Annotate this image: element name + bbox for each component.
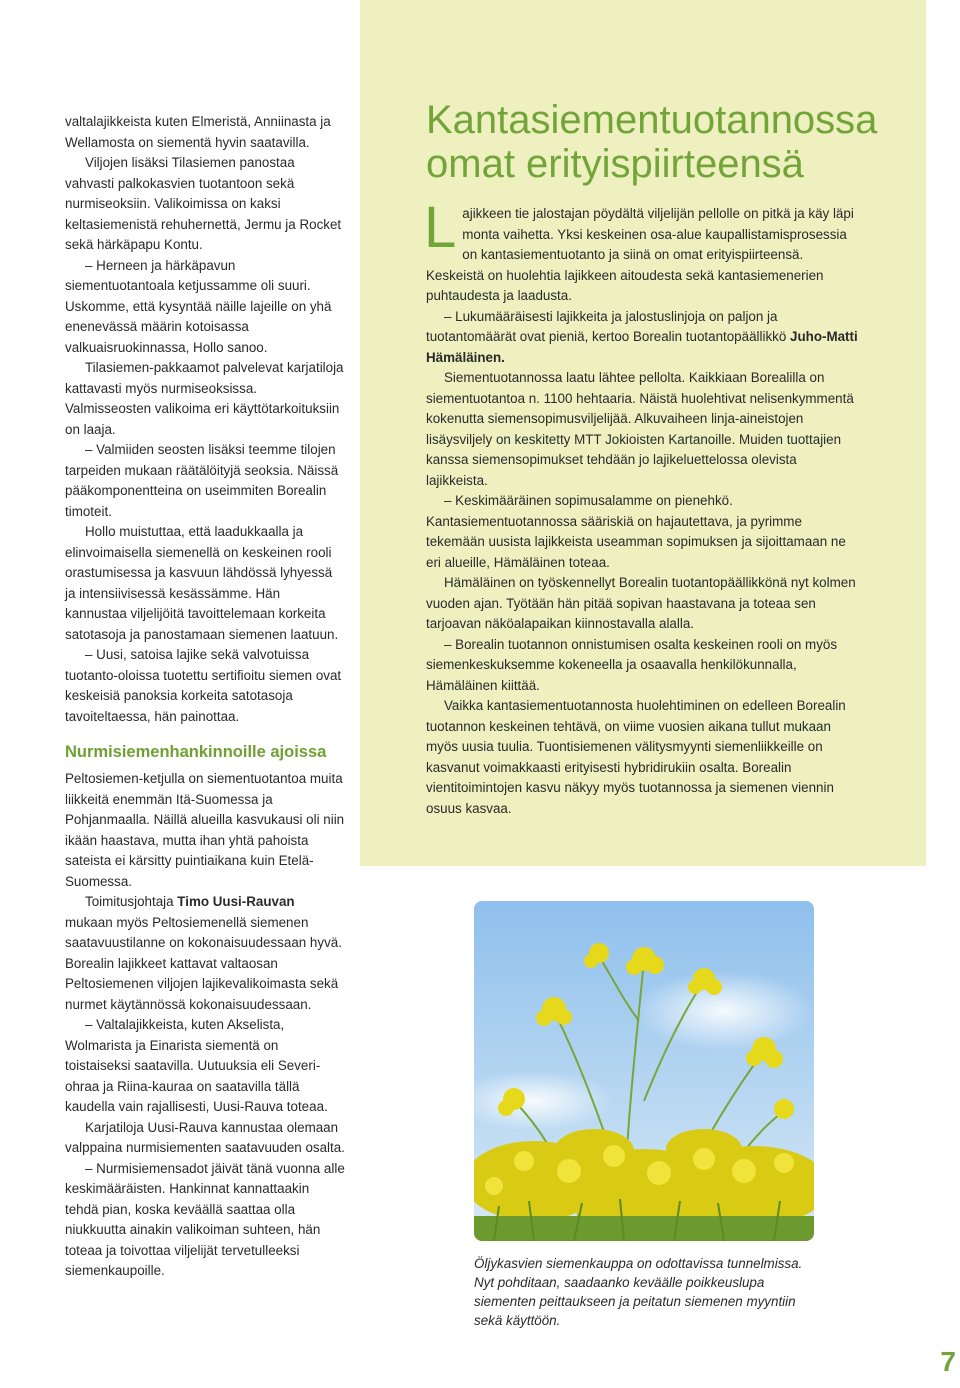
paragraph: Tilasiemen-pakkaamot palvelevat karjatiloja kattavasti myös nurmiseoksissa. Valmisseosten valikoima eri käyttötarkoituksiin on laaja. [65,360,344,437]
paragraph: – Nurmisiemensadot jäivät tänä vuonna alle keskimääräisten. Hankinnat kannattaakin tehdä pian, koska keväällä saattaa olla niukkuutta ainakin valikoiman suhteen, hän toteaa ja toivottaa viljelijät tervetulleeksi siemenkaupoille. [65,1160,345,1278]
paragraph: – Valtalajikkeista, kuten Akselista, Wolmarista ja Einarista siementä on toistaiseksi saatavilla. Uutuuksia eli Severi-ohraa ja Riina-kauraa on saatavilla tällä kaudella vain rajallisesti, Uusi-Rauva toteaa. [65,1017,328,1114]
photo-illustration [474,901,814,1241]
paragraph: Vaikka kantasiementuotannosta huolehtiminen on edelleen Borealin tuotannon keskeinen tehtävä, on viime vuosien aikana tullut mukaan myös uusia tuulia. Tuontisiemenen välitysmyynti siemenliikkeille on kasvanut voimakkaasti erityisesti hybridirukiin osalta. Borealin vientitoimintojen kasvu näkyy myös tuotannossa ja siemenen viennin osuus kasvaa. [426,698,846,816]
paragraph: Hollo muistuttaa, että laadukkaalla ja elinvoimaisella siemenellä on keskeinen rooli orastumisessa ja kasvuun lähdössä lyhyessä ja intensiivisessä kesässämme. Hän kannustaa viljelijöitä tavoittelemaan korkeita satotasoja ja panostamaan siemenen laatuun. [65,524,339,642]
person-name: Juho-Matti Hämäläinen. [426,329,858,365]
paragraph: Hämäläinen on työskennellyt Borealin tuotantopäällikkönä nyt kolmen vuoden ajan. Työtään hän pitää sopivan haastavana ja toteaa sen tarjoavan näköalapaikan kiinnostavalla alalla. [426,575,856,631]
paragraph [424,195,862,307]
page-number: 7 [940,1346,956,1377]
paragraph: – Uusi, satoisa lajike sekä valvotuissa tuotanto-oloissa tuotettu sertifioitu siemen ovat keskeisiä panoksia korkeita satotasoja tavoiteltaessa, hän painottaa. [65,647,342,724]
paragraph: – Valmiiden seosten lisäksi teemme tilojen tarpeiden mukaan räätälöityjä seoksia. Näissä pääkomponentteina on useimmiten Borealin timoteit. [65,442,339,519]
paragraph: valtalajikkeista kuten Elmeristä, Anniinasta ja Wellamosta on siementä hyvin saatavilla. [65,114,331,150]
left-column [65,112,345,1282]
sidebar-title: Kantasiementuotannossa omat erityispiirteensä [426,98,878,186]
paragraph: – Herneen ja härkäpavun siementuotantoala ketjussamme oli suuri. Uskomme, että kysyntää näille lajeille on yhä enenevässä määrin kotoisassa valkuaisruokinnassa, Hollo sanoo. [65,257,332,355]
paragraph: – Keskimääräinen sopimusalamme on pienehkö. Kantasiementuotannossa sääriskiä on hajautettava, ja pyrimme tekemään uusista lajikkeista useamman sopimuksen ja sijoittamaan ne eri alueille, Hämäläinen toteaa. [426,493,846,570]
paragraph: Peltosiemen-ketjulla on siementuotantoa muita liikkeitä enemmän Itä-Suomessa ja Pohjanmaalla. Näillä alueilla kasvukausi oli niin ikään haastava, mutta ihan yhtä pahoista sateista ei kärsitty puintiaikana kuin Etelä-Suomessa. [65,771,345,889]
paragraph [426,307,862,369]
text-run: ajikkeen tie jalostajan pöydältä viljelijän pellolle on pitkä ja käy läpi monta vaihetta. Yksi keskeinen osa-alue kaupallistamisprosessia on kantasiementuotanto ja siinä on omat erityispiirteensä. Keskeistä on huolehtia lajikkeen aitoudesta sekä kantasiemenerien puhtaudesta ja laadusta. [426,206,854,303]
text-run: mukaan myös Peltosiemenellä siemenen saatavuustilanne on kokonaisuudessaan hyvä. Borealin lajikkeet kattavat valtaosan Peltosiemenen viljojen lajikevalikoimasta sekä nurmet käytännössä kokonaisuudessaan. [65,914,342,1012]
sidebar-box [360,0,926,866]
text-run: Toimitusjohtaja [85,894,178,909]
photo-caption: Öljykasvien siemenkauppa on odottavissa tunnelmissa. Nyt pohditaan, saadaanko keväälle poikkeuslupa siementen peittaukseen ja peitatun siemenen myyntiin sekä käyttöön. [474,1256,803,1328]
paragraph: – Borealin tuotannon onnistumisen osalta keskeinen rooli on myös siemenkeskuksemme kokeneella ja osaavalla henkilökunnalla, Hämäläinen kiittää. [426,636,838,693]
drop-cap: L [424,195,457,260]
person-name: Timo Uusi-Rauvan [177,894,295,909]
paragraph: Viljojen lisäksi Tilasiemen panostaa vahvasti palkokasvien tuotantoon sekä nurmiseoksiin. Valikoimissa on kaksi keltasiemenistä rehuhernettä, Jermu ja Rocket sekä härkäpapu Kontu. [65,155,342,252]
paragraph [65,892,345,1015]
rapeseed-flowers-photo [474,901,814,1241]
sidebar-body [424,195,862,819]
section-heading: Nurmisiemenhankinnoille ajoissa [65,743,327,761]
paragraph: Karjatiloja Uusi-Rauva kannustaa olemaan valppaina nurmisiementen saatavuuden osalta. [65,1119,345,1155]
text-run: – Lukumääräisesti lajikkeita ja jalostuslinjoja on paljon ja tuotantomäärät ovat pieniä, kertoo Borealin tuotantopäällikkö [426,308,791,344]
paragraph: Siementuotannossa laatu lähtee pellolta. Kaikkiaan Borealilla on siementuotantoa n. 1100 hehtaaria. Näistä huolehtivat nelisenkymmentä kokenutta siemensopimusviljelijää. Alkuvaiheen linja-aineistojen lisäysviljely on keskitetty MTT Jokioisten Kartanoille. Muiden tuottajien kanssa siemensopimukset tehdään jo lajikeluettelossa olevista lajikkeista. [426,370,854,488]
